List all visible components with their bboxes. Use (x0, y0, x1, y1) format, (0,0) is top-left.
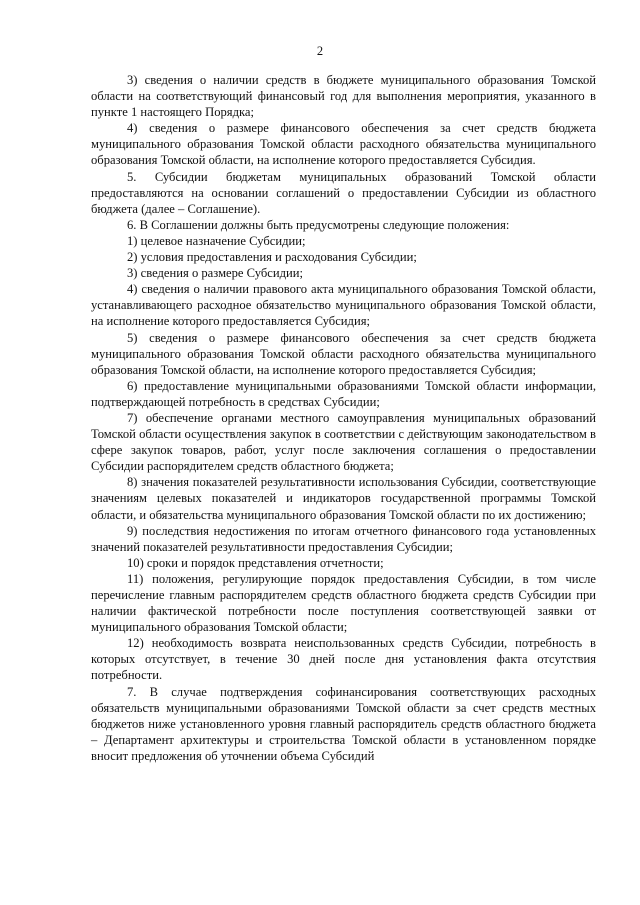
paragraph: 7) обеспечение органами местного самоуправления муниципальных образований Томской области осуществления закупок в соответствии с действующим законодательством в сфере закупок товаров, работ, услуг после заключения соглашения о предоставлении Субсидии распорядителем средств областного бюджета; (91, 410, 596, 474)
paragraph: 4) сведения о размере финансового обеспечения за счет средств бюджета муниципального образования Томской области расходного обязательства муниципального образования Томской области, на исполнение которого предоставляется Субсидия. (91, 121, 596, 168)
paragraph: 4) сведения о наличии правового акта муниципального образования Томской области, устанавливающего расходное обязательство муниципального образования Томской области, на исполнение которого предоставляется Субсидия; (91, 282, 596, 329)
paragraph: 12) необходимость возврата неиспользованных средств Субсидии, потребность в которых отсутствует, в течение 30 дней после дня установления факта отсутствия потребности. (91, 636, 596, 683)
paragraph: 3) сведения о размере Субсидии; (127, 266, 304, 281)
paragraph: 9) последствия недостижения по итогам отчетного финансового года установленных значений показателей результативности предоставления Субсидии; (91, 523, 596, 554)
paragraph: 11) положения, регулирующие порядок предоставления Субсидии, в том числе перечисление главным распорядителем средств областного бюджета средств Субсидии при наличии фактической потребности после поступления соответствующей заявки от муниципального образования Томской области; (91, 571, 596, 635)
paragraph: 2) условия предоставления и расходования Субсидии; (127, 250, 417, 265)
paragraph: 1) целевое назначение Субсидии; (127, 233, 306, 248)
paragraph: 6. В Соглашении должны быть предусмотрены следующие положения: (127, 217, 510, 232)
paragraph: 6) предоставление муниципальными образованиями Томской области информации, подтверждающей потребность в средствах Субсидии; (91, 378, 596, 409)
paragraph: 10) сроки и порядок представления отчетности; (127, 555, 384, 570)
paragraph: 3) сведения о наличии средств в бюджете муниципального образования Томской области на соответствующий финансовый год для выполнения мероприятия, указанного в пункте 1 настоящего Порядка; (91, 73, 596, 120)
page-number: 2 (316, 44, 324, 58)
paragraph: 7. В случае подтверждения софинансирования соответствующих расходных обязательств муниципальными образованиями Томской области за счет средств местных бюджетов ниже установленного уровня главный распорядитель средств областного бюджета – Департамент архитектуры и строительства Томской области в установленном порядке вносит предложения об уточнении объема Субсидий (91, 684, 596, 763)
paragraph: 5. Субсидии бюджетам муниципальных образований Томской области предоставляются на основании соглашений о предоставлении Субсидии из областного бюджета (далее – Соглашение). (91, 169, 596, 216)
document-body (91, 72, 596, 764)
paragraph: 8) значения показателей результативности использования Субсидии, соответствующие значениям целевых показателей и индикаторов государственной программы Томской области, и обязательства муниципального образования Томской области по их достижению; (91, 475, 596, 522)
paragraph: 5) сведения о размере финансового обеспечения за счет средств бюджета муниципального образования Томской области расходного обязательства муниципального образования Томской области, на исполнение которого предоставляется Субсидия; (91, 330, 596, 377)
